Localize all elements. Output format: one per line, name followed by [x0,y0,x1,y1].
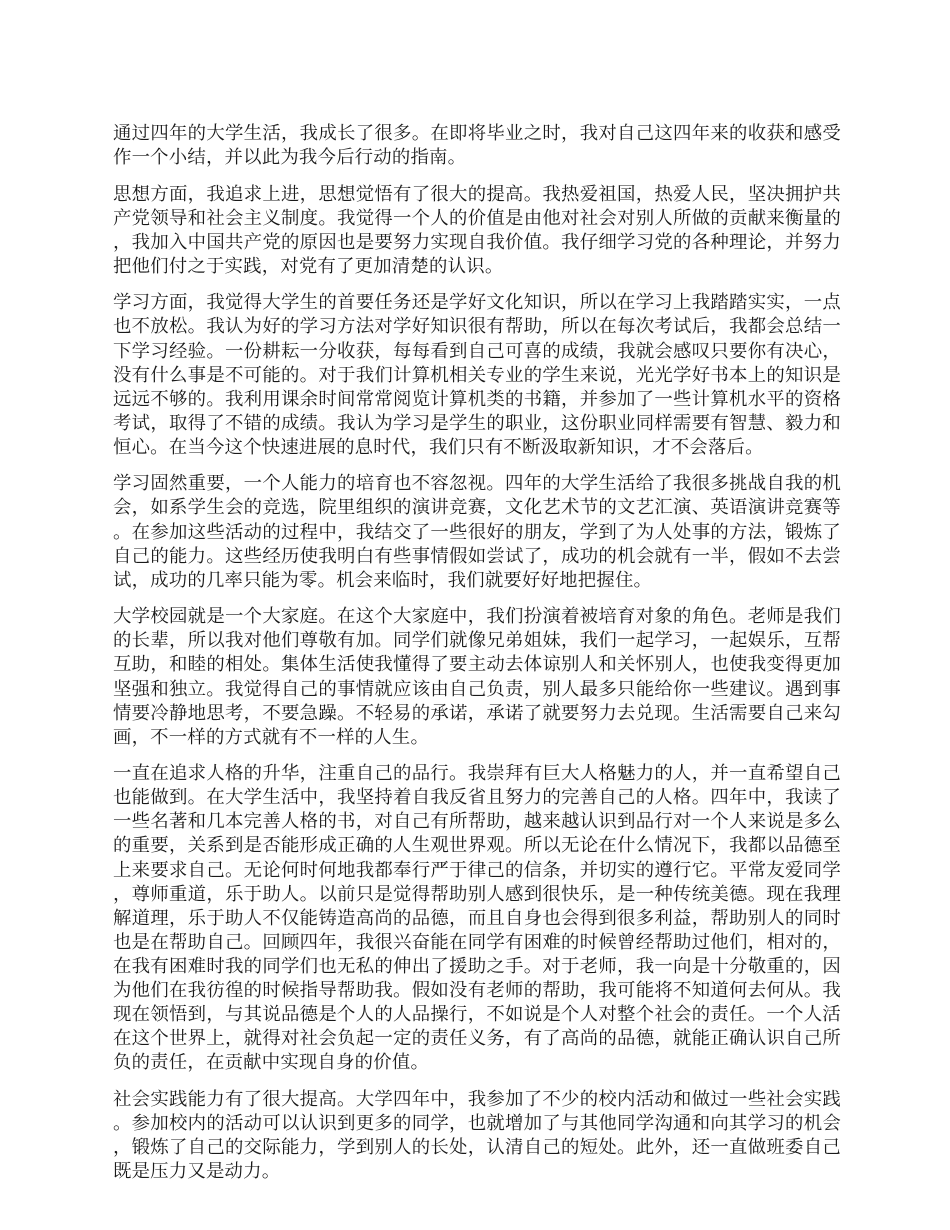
paragraph-campus-family: 大学校园就是一个大家庭。在这个大家庭中，我们扮演着被培育对象的角色。老师是我们的长辈，所以我对他们尊敬有加。同学们就像兄弟姐妹，我们一起学习，一起娱乐，互帮互助，和睦的相处。集体生活使我懂得了要主动去体谅别人和关怀别人，也使我变得更加坚强和独立。我觉得自己的事情就应该由自己负责，别人最多只能给你一些建议。遇到事情要冷静地思考，不要急躁。不轻易的承诺，承诺了就要努力去兑现。生活需要自己来勾画，不一样的方式就有不一样的人生。 [113,606,841,748]
paragraph-ability: 学习固然重要，一个人能力的培育也不容忽视。四年的大学生活给了我很多挑战自我的机会，如系学生会的竞选，院里组织的演讲竞赛，文化艺术节的文艺汇演、英语演讲竞赛等。在参加这些活动的过程中，我结交了一些很好的朋友，学到了为人处事的方法，锻炼了自己的能力。这些经历使我明白有些事情假如尝试了，成功的机会就有一半，假如不去尝试，成功的几率只能为零。机会来临时，我们就要好好地把握住。 [113,473,841,591]
paragraph-character: 一直在追求人格的升华，注重自己的品行。我崇拜有巨大人格魅力的人，并一直希望自己也能做到。在大学生活中，我坚持着自我反省且努力的完善自己的人格。四年中，我读了一些名著和几本完善人格的书，对自己有所帮助，越来越认识到品行对一个人来说是多么的重要，关系到是否能形成正确的人生观世界观。所以无论在什么情况下，我都以品德至上来要求自己。无论何时何地我都奉行严于律己的信条，并切实的遵行它。平常友爱同学，尊师重道，乐于助人。以前只是觉得帮助别人感到很快乐，是一种传统美德。现在我理解道理，乐于助人不仅能铸造高尚的品德，而且自身也会得到很多利益，帮助别人的同时也是在帮助自己。回顾四年，我很兴奋能在同学有困难的时候曾经帮助过他们，相对的，在我有困难时我的同学们也无私的伸出了援助之手。对于老师，我一向是十分敬重的，因为他们在我彷徨的时候指导帮助我。假如没有老师的帮助，我可能将不知道何去何从。我现在领悟到，与其说品德是个人的人品操行，不如说是个人对整个社会的责任。一个人活在这个世界上，就得对社会负起一定的责任义务，有了高尚的品德，就能正确认识自己所负的责任，在贡献中实现自身的价值。 [113,763,841,1074]
paragraph-intro: 通过四年的大学生活，我成长了很多。在即将毕业之时，我对自己这四年来的收获和感受作一个小结，并以此为我今后行动的指南。 [113,123,841,169]
paragraph-social-practice: 社会实践能力有了很大提高。大学四年中，我参加了不少的校内活动和做过一些社会实践。参加校内的活动可以认识到更多的同学，也就增加了与其他同学沟通和向其学习的机会，锻炼了自己的交际能力，学到别人的长处，认清自己的短处。此外，还一直做班委自己既是压力又是动力。 [113,1088,841,1183]
paragraph-thought: 思想方面，我追求上进，思想觉悟有了很大的提高。我热爱祖国，热爱人民，坚决拥护共产党领导和社会主义制度。我觉得一个人的价值是由他对社会对别人所做的贡献来衡量的，我加入中国共产党的原因也是要努力实现自我价值。我仔细学习党的各种理论，并努力把他们付之于实践，对党有了更加清楚的认识。 [113,183,841,277]
document-body [113,122,841,1197]
paragraph-study: 学习方面，我觉得大学生的首要任务还是学好文化知识，所以在学习上我踏踏实实，一点也不放松。我认为好的学习方法对学好知识很有帮助，所以在每次考试后，我都会总结一下学习经验。一份耕耘一分收获，每每看到自己可喜的成绩，我就会感叹只要你有决心，没有什么事是不可能的。对于我们计算机相关专业的学生来说，光光学好书本上的知识是远远不够的。我利用课余时间常常阅览计算机类的书籍，并参加了一些计算机水平的资格考试，取得了不错的成绩。我认为学习是学生的职业，这份职业同样需要有智慧、毅力和恒心。在当今这个快速进展的息时代，我们只有不断汲取新知识，才不会落后。 [113,292,841,458]
